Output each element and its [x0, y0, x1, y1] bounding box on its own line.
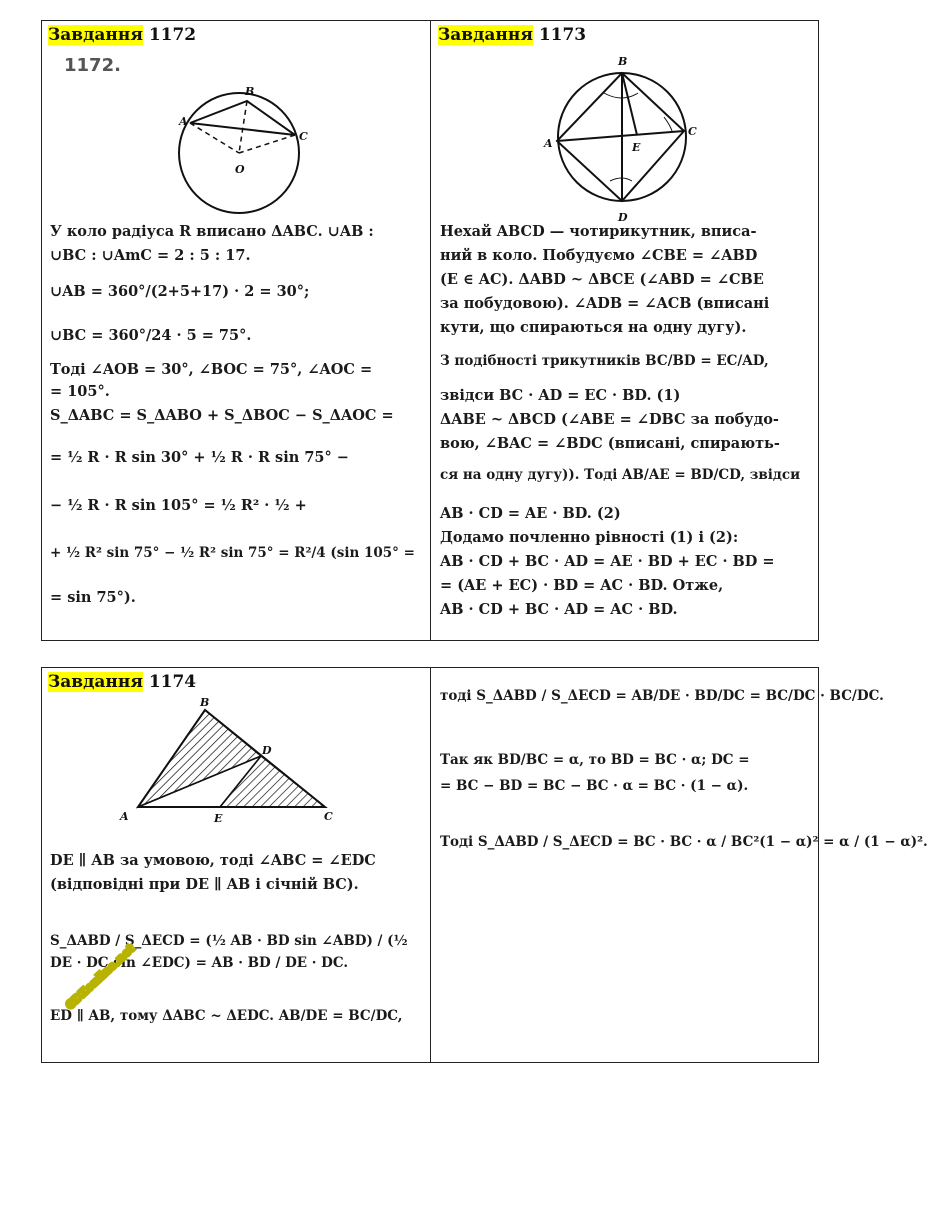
point-label-c: C	[324, 810, 333, 823]
point-label-e: E	[632, 141, 641, 154]
task-1173-header	[438, 25, 586, 45]
text-line: S_ΔABD / S_ΔECD = (½ AB · BD sin ∠ABD) / (½ DE · DC sin ∠EDC) = AB · BD / DE · DC.	[50, 933, 408, 971]
text-line: ∪AB = 360°/(2+5+17) · 2 = 30°;	[50, 283, 310, 300]
point-label-b: B	[245, 85, 255, 98]
task-1172-cell	[42, 21, 430, 640]
task-header-label: Завдання	[438, 25, 533, 45]
text-line: (E ∈ AC). ΔABD ~ ΔBCE (∠ABD = ∠CBE	[440, 271, 764, 288]
text-line: AB · CD = AE · BD. (2)	[440, 505, 621, 522]
text-line: AB · CD + BC · AD = AE · BD + EC · BD =	[440, 553, 775, 570]
column-divider	[430, 668, 431, 1062]
inscribed-quadrilateral-figure	[432, 51, 820, 231]
text-line: ED ∥ AB, тому ΔABC ~ ΔEDC. AB/DE = BC/DC,	[50, 1008, 403, 1024]
text-line: тоді S_ΔABD / S_ΔECD = AB/DE · BD/DC = BC/DC · BC/DC.	[440, 688, 884, 704]
text-line: + ½ R² sin 75° − ½ R² sin 75° = R²/4 (sin 105° =	[50, 545, 415, 561]
point-label-o: O	[235, 163, 245, 176]
point-label-a: A	[544, 137, 553, 150]
point-label-d: D	[262, 744, 272, 757]
task-1172-header	[48, 25, 196, 45]
text-line: за побудовою). ∠ADB = ∠ACB (вписані	[440, 295, 770, 312]
text-line: ся на одну дугу)). Тоді AB/AE = BD/CD, звідси	[440, 467, 801, 483]
point-label-c: C	[688, 125, 697, 138]
text-line: Нехай ABCD — чотирикутник, вписа-	[440, 223, 757, 240]
text-line: − ½ R · R sin 105° = ½ R² · ½ +	[50, 497, 307, 514]
text-line: кути, що спираються на одну дугу).	[440, 319, 747, 336]
text-line: (відповідні при DE ∥ AB і січній BC).	[50, 876, 359, 893]
point-label-d: D	[618, 211, 628, 224]
task-header-label: Завдання	[48, 25, 143, 45]
text-line: вою, ∠BAC = ∠BDC (вписані, спирають-	[440, 435, 780, 452]
text-line: = sin 75°).	[50, 589, 136, 606]
task-header-number: 1173	[538, 25, 587, 45]
watermark-text: GDZonline.net	[63, 941, 138, 1013]
text-line: Так як BD/BC = α, то BD = BC · α; DC =	[440, 752, 750, 768]
point-label-b: B	[618, 55, 628, 68]
point-label-a: A	[120, 810, 129, 823]
point-label-e: E	[214, 812, 223, 825]
text-line: = (AE + EC) · BD = AC · BD. Отже,	[440, 577, 724, 594]
text-line: AB · CD + BC · AD = AC · BD.	[440, 601, 678, 618]
text-line: З подібності трикутників BC/BD = EC/AD,	[440, 353, 769, 369]
text-line: ΔABE ~ ΔBCD (∠ABE = ∠DBC за побудо-	[440, 411, 779, 428]
scan-task-number: 1172.	[64, 55, 121, 76]
point-label-a: A	[179, 115, 188, 128]
text-line: Додамо почленно рівності (1) і (2):	[440, 529, 739, 546]
task-1174-right-cell	[432, 668, 928, 1062]
text-line: ∪BC = 360°/24 · 5 = 75°.	[50, 327, 252, 344]
text-line: звідси BC · AD = EC · BD. (1)	[440, 387, 681, 404]
point-label-c: C	[299, 130, 308, 143]
text-line: = 105°.	[50, 383, 110, 400]
point-label-b: B	[200, 696, 210, 709]
column-divider	[430, 21, 431, 640]
task-1173-cell	[432, 21, 818, 640]
task-1174-left-cell	[42, 668, 430, 1062]
task-header-label: Завдання	[48, 672, 143, 692]
text-line: У коло радіуса R вписано ΔABC. ∪AB :	[50, 223, 374, 240]
text-line: = ½ R · R sin 30° + ½ R · R sin 75° −	[50, 449, 349, 466]
task-1174-header	[48, 672, 196, 692]
solution-card-1172-1173	[41, 20, 819, 641]
text-line: Тоді ∠AOB = 30°, ∠BOC = 75°, ∠AOC =	[50, 361, 373, 378]
text-line: ∪BC : ∪AmC = 2 : 5 : 17.	[50, 247, 251, 264]
text-line: DE ∥ AB за умовою, тоді ∠ABC = ∠EDC	[50, 852, 376, 869]
hatched-triangle-figure	[42, 694, 430, 844]
task-header-number: 1174	[148, 672, 197, 692]
task-header-number: 1172	[148, 25, 197, 45]
text-line: ний в коло. Побудуємо ∠CBE = ∠ABD	[440, 247, 758, 264]
solution-card-1174	[41, 667, 928, 1063]
text-line: S_ΔABC = S_ΔABO + S_ΔBOC − S_ΔAOC =	[50, 407, 394, 424]
text-line: Тоді S_ΔABD / S_ΔECD = BC · BC · α / BC²(1 − α)² = α / (1 − α)².	[440, 834, 928, 850]
text-line: = BC − BD = BC − BC · α = BC · (1 − α).	[440, 778, 749, 794]
